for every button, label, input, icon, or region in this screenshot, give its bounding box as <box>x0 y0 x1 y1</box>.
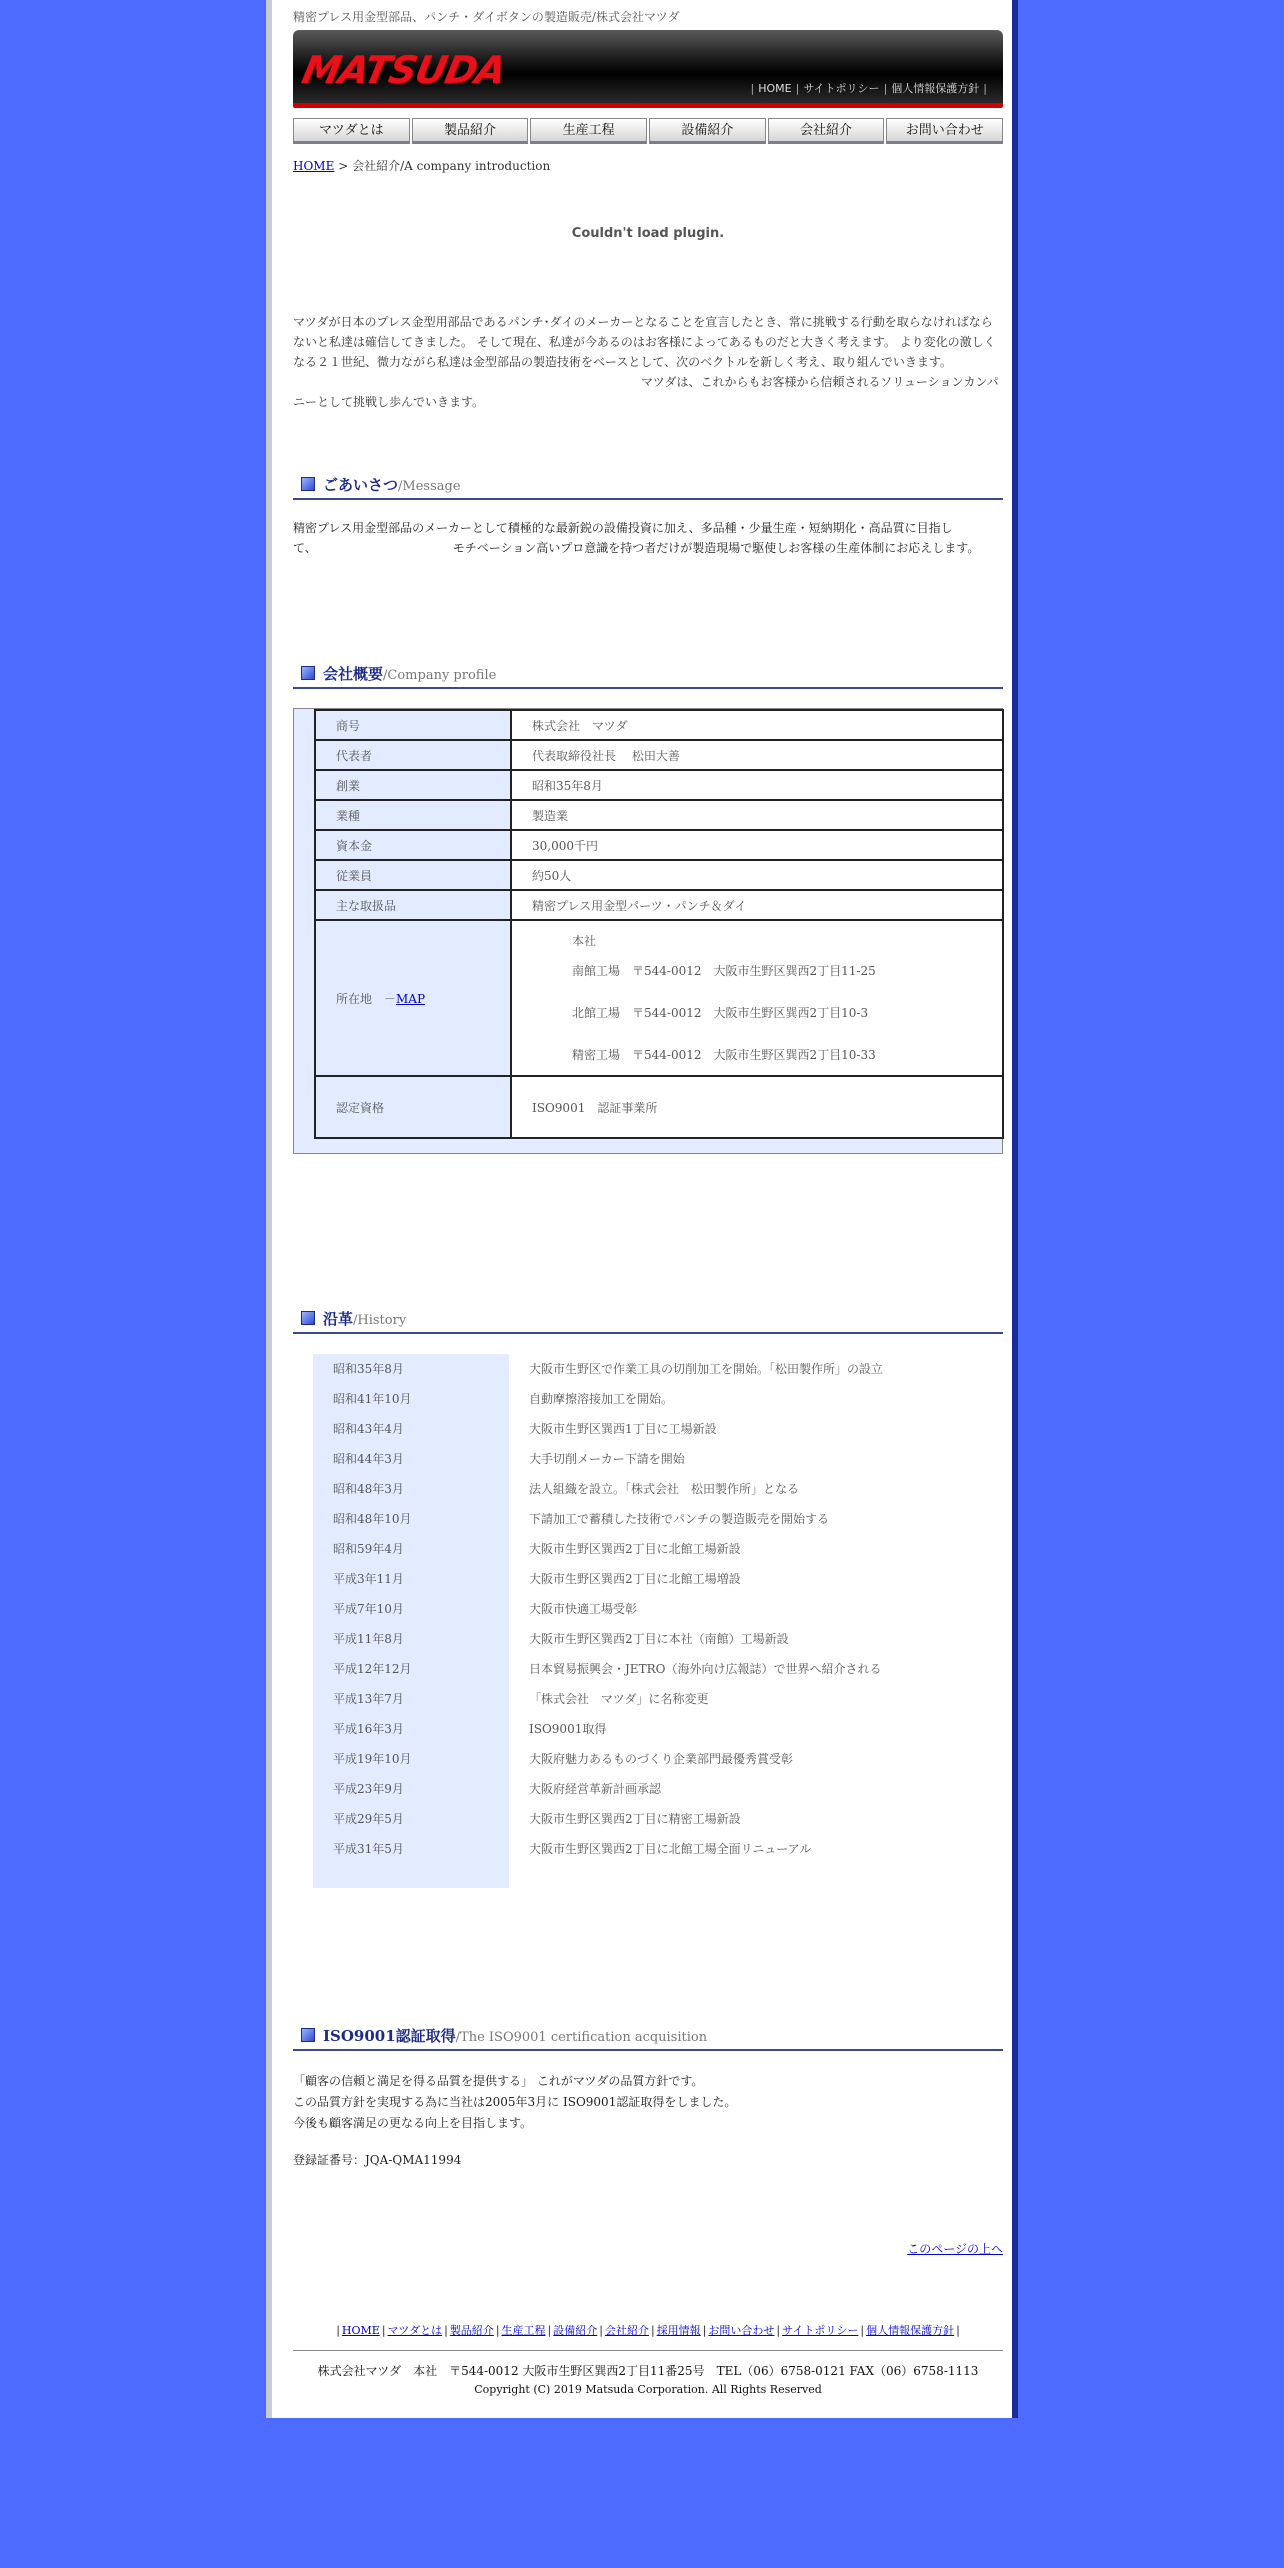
list-item: 昭和48年10月 下請加工で蓄積した技術でパンチの製造販売を開始する <box>333 1512 830 1526</box>
table-row: 従業員 約50人 <box>315 860 1003 890</box>
copyright: Copyright (C) 2019 Matsuda Corporation. All Rights Reserved <box>474 2383 822 2396</box>
iso-title-en: /The ISO9001 certification acquisition <box>455 2030 708 2045</box>
list-item: 平成11年8月 大阪市生野区巽西2丁目に本社（南館）工場新設 <box>333 1632 789 1646</box>
message-text <box>293 518 1003 558</box>
company-logo[interactable]: MATSUDA <box>298 48 510 92</box>
footer-link-privacy[interactable]: 個人情報保護方針 <box>866 2324 955 2337</box>
profile-table <box>314 709 1004 1139</box>
nav-contact[interactable]: お問い合わせ <box>886 118 1003 144</box>
site-tagline: 精密プレス用金型部品、パンチ・ダイボタンの製造販売/株式会社マツダ <box>293 10 680 24</box>
nav-company[interactable]: 会社紹介 <box>768 118 885 144</box>
heading-square-icon <box>301 1311 315 1325</box>
top-link-privacy[interactable]: 個人情報保護方針 <box>891 82 980 95</box>
plugin-error: Couldn't load plugin. <box>571 226 725 241</box>
table-row: 創業 昭和35年8月 <box>315 770 1003 800</box>
footer-link-recruit[interactable]: 採用情報 <box>656 2324 701 2337</box>
intro-line: ないと私達は確信してきました。 そして現在、私達が今あるのはお客様によってあるものだと大きく考えます。 より変化の激しく <box>293 335 996 349</box>
message-title-en: /Message <box>398 479 461 494</box>
message-line: て、 モチベーション高いプロ意識を持つ者だけが製造現場で駆使しお客様の生産体制にお応えします。 <box>293 541 980 555</box>
list-item: 平成29年5月 大阪市生野区巽西2丁目に精密工場新設 <box>333 1812 741 1826</box>
breadcrumb <box>293 157 1003 174</box>
breadcrumb-current: 会社紹介/A company introduction <box>352 159 551 173</box>
breadcrumb-home[interactable]: HOME <box>293 159 335 173</box>
heading-square-icon <box>301 477 315 491</box>
footer-link-process[interactable]: 生産工程 <box>501 2324 546 2337</box>
history-title-en: /History <box>353 1313 407 1328</box>
list-item: 平成3年11月 大阪市生野区巽西2丁目に北館工場増設 <box>333 1572 741 1586</box>
nav-equipment[interactable]: 設備紹介 <box>649 118 766 144</box>
footer-link-products[interactable]: 製品紹介 <box>449 2324 494 2337</box>
list-item: 平成13年7月 「株式会社 マツダ」に名称変更 <box>333 1692 709 1706</box>
list-item: 平成23年9月 大阪府経営革新計画承認 <box>333 1782 662 1796</box>
footer-link-contact[interactable]: お問い合わせ <box>708 2324 775 2337</box>
registration-number: 登録証番号：JQA-QMA11994 <box>293 2153 462 2167</box>
list-item: 昭和44年3月 大手切削メーカー下請を開始 <box>333 1452 685 1466</box>
breadcrumb-separator: > <box>338 159 349 173</box>
page-top-link[interactable]: このページの上へ <box>907 2242 1003 2256</box>
list-item: 平成16年3月 ISO9001取得 <box>333 1722 607 1736</box>
list-item: 昭和59年4月 大阪市生野区巽西2丁目に北館工場新設 <box>333 1542 741 1556</box>
footer-link-home[interactable]: HOME <box>341 2324 380 2337</box>
page-top-link-wrap <box>293 2240 1003 2257</box>
message-line: 精密プレス用金型部品のメーカーとして積極的な最新鋭の設備投資に加え、多品種・少量生産・短納期化・高品質に目指し <box>293 521 953 535</box>
intro-line: マツダは、これからもお客様から信頼されるソリューションカンパ <box>641 375 999 389</box>
iso-line: 今後も顧客満足の更なる向上を目指します。 <box>293 2116 533 2130</box>
profile-title: 会社概要 <box>323 665 384 683</box>
company-profile <box>293 708 1003 1154</box>
footer-nav: | HOME | マツダとは | 製品紹介 | 生産工程 | 設備紹介 | 会社紹介 | 採用情報 | お問い合わせ | サイトポリシー | 個人情報保護方針 | <box>336 2324 960 2337</box>
heading-square-icon <box>301 2028 315 2042</box>
nav-products[interactable]: 製品紹介 <box>412 118 529 144</box>
address-label-cell: 所在地 －MAP <box>315 920 511 1076</box>
table-row: 代表者 代表取締役社長 松田大善 <box>315 740 1003 770</box>
list-item: 平成19年10月 大阪府魅力あるものづくり企業部門最優秀賞受彰 <box>333 1752 794 1766</box>
footer-link-company[interactable]: 会社紹介 <box>604 2324 649 2337</box>
table-row: 資本金 30,000千円 <box>315 830 1003 860</box>
nav-process[interactable]: 生産工程 <box>530 118 647 144</box>
map-link[interactable]: MAP <box>396 991 426 1006</box>
heading-square-icon <box>301 666 315 680</box>
profile-heading <box>293 663 1003 689</box>
iso-heading <box>293 2025 1003 2051</box>
top-link-site-policy[interactable]: サイトポリシー <box>803 82 880 95</box>
list-item: 昭和35年8月 大阪市生野区で作業工具の切削加工を開始。「松田製作所」の設立 <box>333 1362 884 1376</box>
history-list <box>293 1354 1003 1888</box>
profile-title-en: /Company profile <box>383 668 497 683</box>
table-row: 認定資格 ISO9001 認証事業所 <box>315 1076 1003 1138</box>
iso-text <box>293 2071 1003 2134</box>
iso-title: ISO9001認証取得 <box>323 2027 456 2045</box>
footer-divider <box>293 2350 1003 2351</box>
list-item: 昭和48年3月 法人組織を設立。「株式会社 松田製作所」となる <box>333 1482 800 1496</box>
list-item: 平成31年5月 大阪市生野区巽西2丁目に北館工場全面リニューアル <box>333 1842 812 1856</box>
top-link-home[interactable]: HOME <box>758 82 792 95</box>
intro-line: ニーとして挑戦し歩んでいきます。 <box>293 395 485 409</box>
table-row <box>315 920 1003 1076</box>
address-cell: 本社 南館工場 〒544-0012 大阪市生野区巽西2丁目11-25 北館工場 〒544-0012 大阪市生野区巽西2丁目10-3 精密工場 〒544-0012 大阪市生野区巽西2丁目10-33 <box>511 920 1003 1076</box>
footer-link-about[interactable]: マツダとは <box>387 2324 443 2337</box>
iso-line: この品質方針を実現する為に当社は2005年3月に ISO9001認証取得をしました。 <box>293 2095 737 2109</box>
nav-about[interactable]: マツダとは <box>293 118 410 144</box>
iso-line: 「顧客の信頼と満足を得る品質を提供する」 これがマツダの品質方針です。 <box>293 2074 704 2088</box>
list-item: 昭和43年4月 大阪市生野区巽西1丁目に工場新設 <box>333 1422 717 1436</box>
message-heading <box>293 474 1003 500</box>
list-item: 平成12年12月 日本貿易振興会・JETRO（海外向け広報誌）で世界へ紹介される <box>333 1662 882 1676</box>
message-title: ごあいさつ <box>323 476 399 494</box>
history-heading <box>293 1308 1003 1334</box>
list-item: 平成7年10月 大阪市快適工場受彰 <box>333 1602 638 1616</box>
page-container <box>266 0 1018 2418</box>
header-banner <box>293 30 1003 108</box>
table-row: 業種 製造業 <box>315 800 1003 830</box>
list-item: 昭和41年10月 自動摩擦溶接加工を開始。 <box>333 1392 674 1406</box>
top-links: | HOME | サイトポリシー | 個人情報保護方針 | <box>750 82 987 95</box>
table-row: 主な取扱品 精密プレス用金型パーツ・パンチ＆ダイ <box>315 890 1003 920</box>
intro-line: なる２１世紀、微力ながら私達は金型部品の製造技術をベースとして、次のベクトルを新しく考え、取り組んでいきます。 <box>293 355 952 369</box>
table-row: 商号 株式会社 マツダ <box>315 710 1003 740</box>
intro-line: マツダが日本のプレス金型用部品であるパンチ･ダイのメーカーとなることを宣言したとき、常に挑戦する行動を取らなければなら <box>293 315 993 329</box>
history-title: 沿革 <box>323 1310 354 1328</box>
footer-link-site-policy[interactable]: サイトポリシー <box>782 2324 859 2337</box>
main-nav <box>293 118 1003 146</box>
footer-link-equipment[interactable]: 設備紹介 <box>553 2324 598 2337</box>
footer-address: 株式会社マツダ 本社 〒544-0012 大阪市生野区巽西2丁目11番25号 TEL（06）6758-0121 FAX（06）6758-1113 <box>317 2364 979 2378</box>
intro-text <box>293 312 1003 412</box>
